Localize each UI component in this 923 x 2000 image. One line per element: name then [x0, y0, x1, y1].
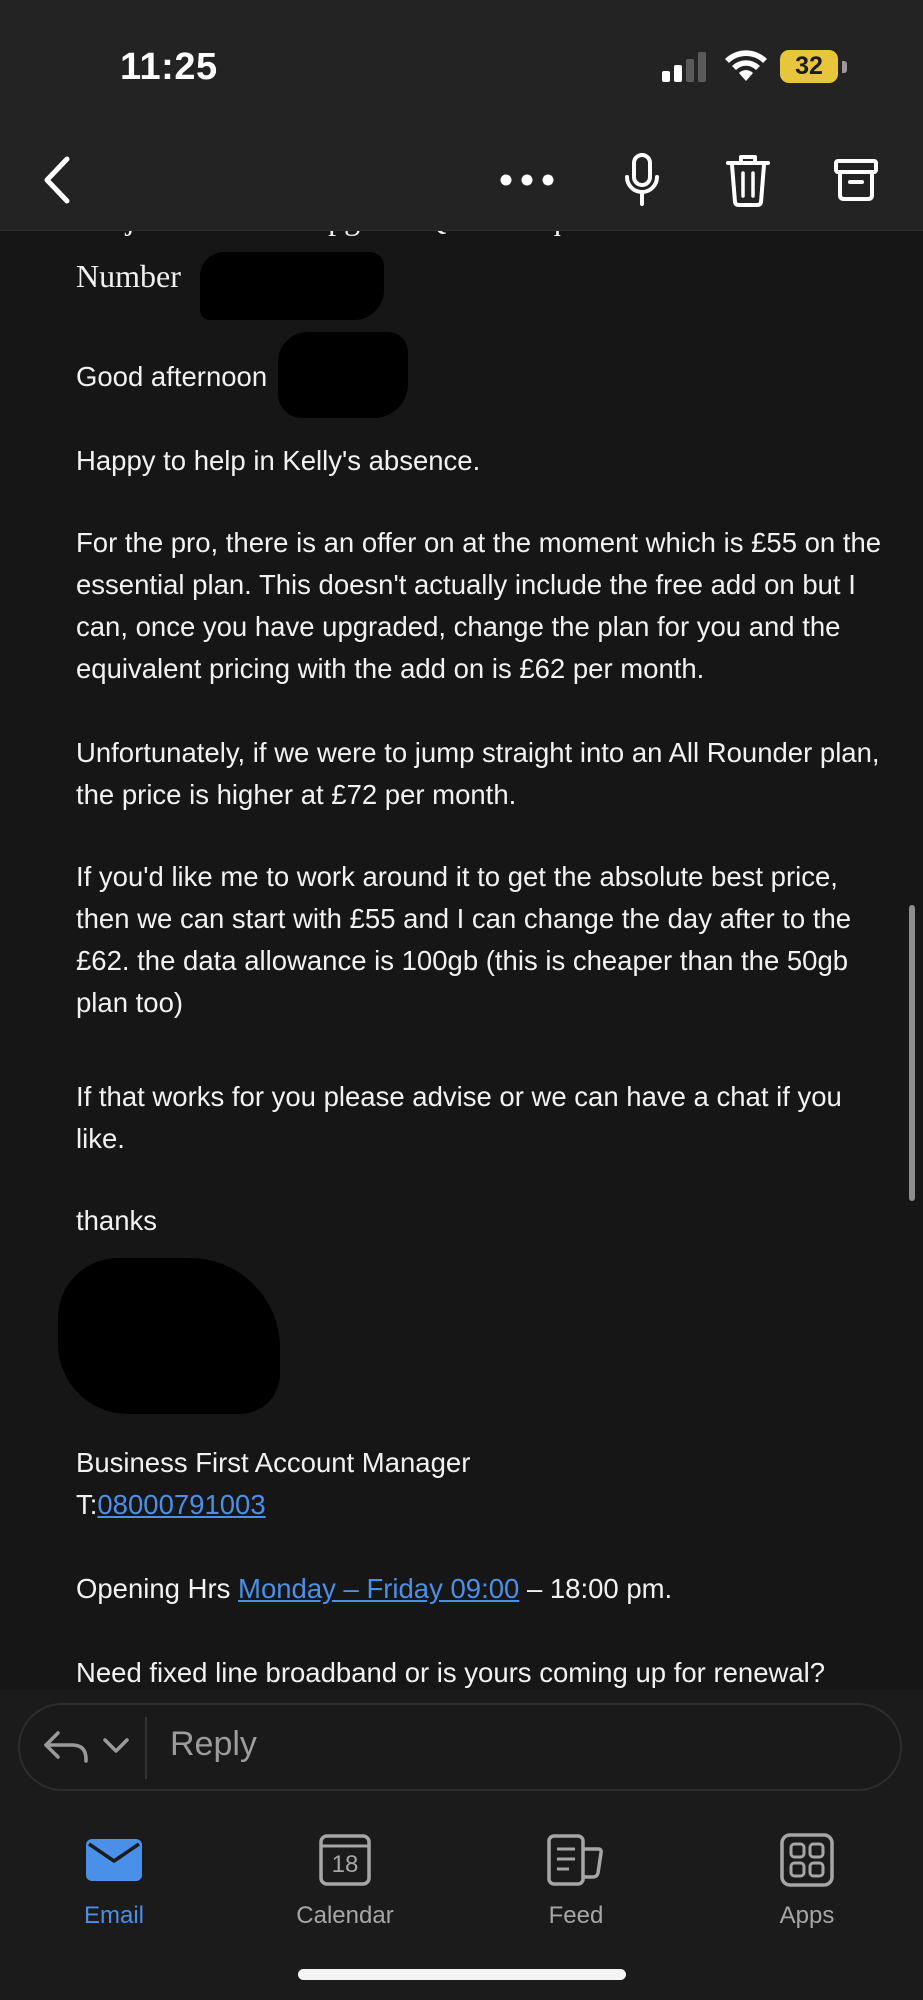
more-button[interactable]	[496, 148, 558, 212]
promo-text: Need fixed line broadband or is yours coming up for renewal?	[76, 1657, 826, 1688]
microphone-icon	[622, 152, 662, 208]
email-subject-continued: Number	[76, 258, 181, 294]
battery-level: 32	[795, 52, 823, 80]
email-greeting: Good afternoon	[76, 361, 268, 392]
scrollbar[interactable]	[909, 905, 915, 1201]
cellular-signal-icon	[662, 52, 708, 82]
email-paragraph: Unfortunately, if we were to jump straight into an All Rounder plan, the price is higher at £72 per month.	[76, 737, 880, 810]
email-paragraph: If you'd like me to work around it to get the absolute best price, then we can start with £55 and I can change the day after to the £62. the data allowance is 100gb (this is cheaper than the 50gb plan too)	[76, 861, 852, 1018]
email-body	[0, 230, 923, 1690]
tab-calendar-label: Calendar	[296, 1902, 394, 1929]
feed-icon	[546, 1833, 606, 1887]
email-toolbar	[0, 130, 923, 231]
archive-button[interactable]	[828, 148, 884, 212]
email-paragraph: For the pro, there is an offer on at the moment which is £55 on the essential plan. This doesn't actually include the free add on but I can, once you have upgraded, change the plan for you and the equivalent pricing with the add on is £62 per month.	[76, 527, 882, 684]
email-paragraph: Happy to help in Kelly's absence.	[76, 445, 481, 476]
tab-feed-label: Feed	[548, 1902, 604, 1929]
email-signoff: thanks	[76, 1205, 158, 1236]
tab-apps[interactable]	[727, 1820, 887, 1930]
sender-role: Business First Account Manager	[76, 1447, 471, 1478]
chevron-down-icon[interactable]	[102, 1737, 130, 1755]
calendar-date: 18	[331, 1851, 359, 1878]
tab-feed[interactable]	[496, 1820, 656, 1930]
reply-placeholder: Reply	[170, 1725, 257, 1763]
wifi-icon	[724, 48, 768, 82]
reply-arrow-icon[interactable]	[42, 1729, 90, 1765]
redacted-reference	[200, 252, 384, 320]
tab-email[interactable]	[34, 1820, 194, 1930]
opening-hours	[76, 1568, 896, 1610]
more-dots-icon	[499, 173, 555, 187]
trash-icon	[724, 152, 772, 208]
email-paragraph: If that works for you please advise or we can have a chat if you like.	[76, 1081, 842, 1154]
reply-input[interactable]	[18, 1703, 902, 1791]
reply-divider	[145, 1717, 147, 1779]
home-indicator[interactable]	[298, 1969, 626, 1980]
tab-calendar[interactable]	[265, 1820, 425, 1930]
microphone-button[interactable]	[614, 148, 670, 212]
mail-icon	[86, 1839, 142, 1881]
back-button[interactable]	[30, 148, 84, 212]
phone-prefix: T:	[76, 1489, 98, 1520]
tab-apps-label: Apps	[779, 1902, 835, 1929]
hours-link[interactable]: Monday – Friday 09:00	[238, 1573, 520, 1604]
hours-suffix: – 18:00 pm.	[519, 1573, 673, 1604]
phone-link[interactable]: 08000791003	[97, 1489, 266, 1520]
status-time: 11:25	[120, 46, 218, 88]
hours-prefix: Opening Hrs	[76, 1573, 239, 1604]
sender-phone-line	[76, 1484, 896, 1526]
status-bar	[0, 0, 923, 130]
redacted-signature	[58, 1258, 280, 1414]
tab-email-label: Email	[83, 1902, 144, 1929]
apps-grid-icon	[780, 1833, 834, 1887]
delete-button[interactable]	[720, 148, 776, 212]
chevron-left-icon	[41, 155, 73, 205]
archive-icon	[833, 157, 879, 203]
reply-bar	[0, 1690, 923, 1810]
